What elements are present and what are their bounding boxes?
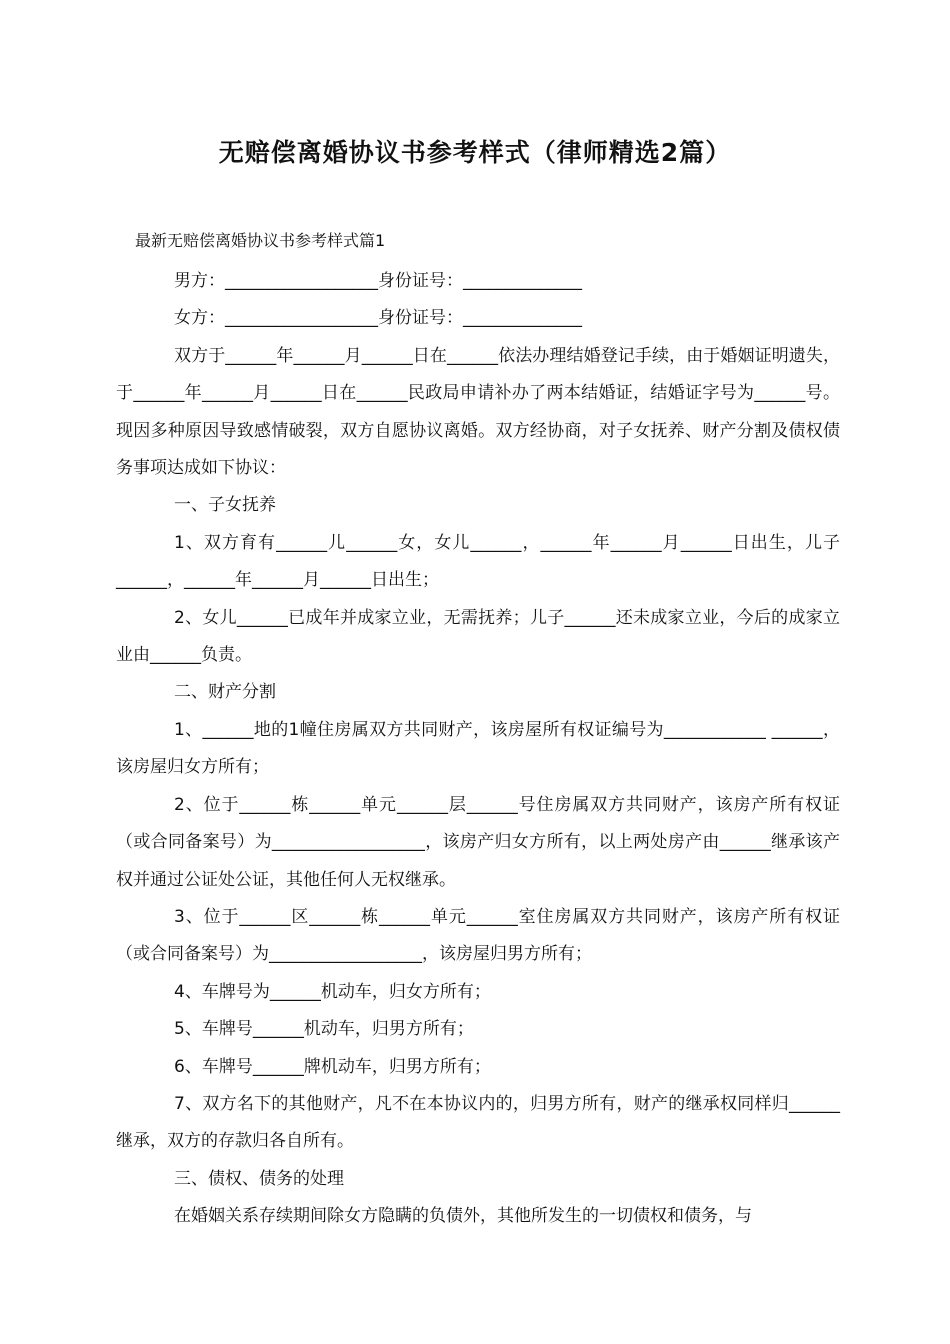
paragraph-property-3: 3、位于______区______栋______单元______室住房属双方共同财产，该房产所有权证（或合同备案号）为__________________，该房屋归男方所有；: [116, 906, 840, 965]
paragraph-property-4: 4、车牌号为______机动车，归女方所有；: [174, 981, 491, 1002]
document-body: [116, 263, 840, 1236]
paragraph-male-party: 男方：__________________身份证号：______________: [174, 271, 582, 291]
paragraph-property-6: 6、车牌号______牌机动车，归男方所有；: [174, 1056, 491, 1077]
paragraph-marriage-registration: 双方于______年______月______日在______依法办理结婚登记手续，由于婚姻证明遗失，于______年______月______日在______民政局申请补办了两本结婚证，结婚证字号为______号。现因多种原因导致感情破裂，双方自愿协议离婚。双方经协商，对子女抚养、财产分割及债权债务事项达成如下协议：: [116, 345, 840, 479]
paragraph-property-2: 2、位于______栋______单元______层______号住房属双方共同财产，该房产所有权证（或合同备案号）为__________________，该房产归女方所有，以上两处房产由______继承该产权并通过公证处公证，其他任何人无权继承。: [116, 794, 840, 890]
paragraph-debt-1: 在婚姻关系存续期间除女方隐瞒的负债外，其他所发生的一切债权和债务，与: [174, 1206, 752, 1227]
paragraph-children-1: 1、双方育有______儿______女，女儿______，______年______月______日出生，儿子______，______年______月______日出生；: [116, 532, 840, 591]
paragraph-children-2: 2、女儿______已成年并成家立业，无需抚养；儿子______还未成家立业，今后的成家立业由______负责。: [116, 607, 840, 666]
paragraph-property-5: 5、车牌号______机动车，归男方所有；: [174, 1019, 474, 1040]
paragraph-property-1: 1、______地的1幢住房属双方共同财产，该房屋所有权证编号为____________ ______，该房屋归女方所有；: [116, 719, 840, 778]
heading-child-custody: 一、子女抚养: [174, 495, 276, 516]
section-subtitle: 最新无赔偿离婚协议书参考样式篇1: [135, 231, 386, 250]
paragraph-property-7: 7、双方名下的其他财产，凡不在本协议内的，归男方所有，财产的继承权同样归______继承，双方的存款归各自所有。: [116, 1093, 840, 1152]
paragraph-female-party: 女方：__________________身份证号：______________: [174, 308, 582, 329]
document-title: 无赔偿离婚协议书参考样式（律师精选2篇）: [218, 138, 732, 167]
heading-debt-handling: 三、债权、债务的处理: [174, 1168, 344, 1189]
heading-property-division: 二、财产分割: [174, 682, 276, 703]
